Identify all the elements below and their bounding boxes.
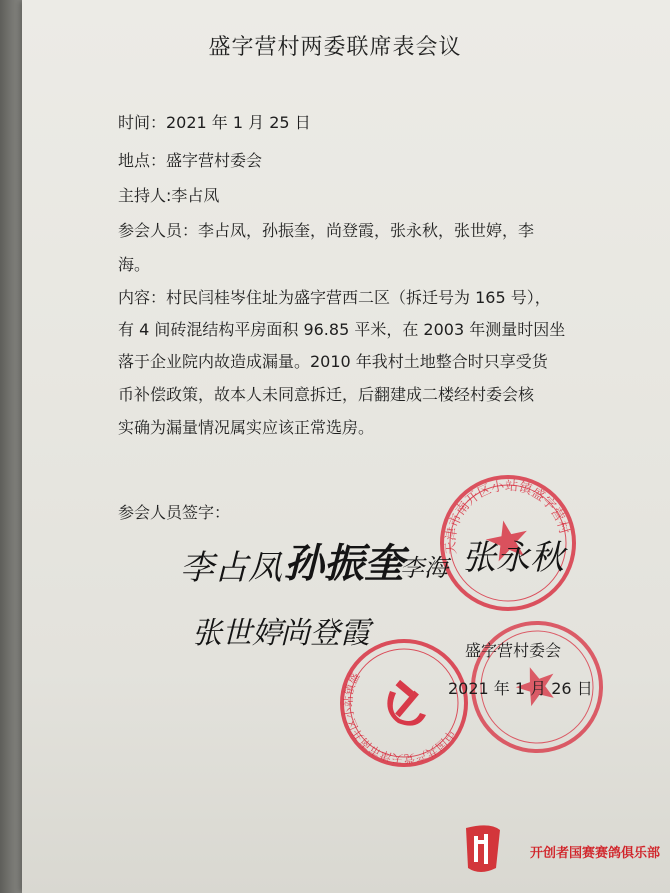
party-committee-stamp [334, 633, 474, 773]
meeting-time: 时间：2021 年 1 月 25 日 [118, 113, 311, 132]
content-line: 有 4 间砖混结构平房面积 96.85 平米，在 2003 年测量时因坐 [118, 320, 566, 339]
stamp-arc-text: 天津市南开区小站镇盛字营村 [443, 478, 572, 556]
signature: 李占凤 [180, 548, 282, 588]
sign-date: 2021 年 1 月 26 日 [448, 679, 593, 698]
page-shadow [0, 0, 22, 893]
content-line: 落于企业院内故造成漏量。2010 年我村土地整合时只享受货 [118, 352, 548, 371]
document-title: 盛字营村两委联席表会议 [208, 35, 462, 60]
signature: 尚登霞 [280, 616, 370, 651]
signature: 孙振奎 [284, 540, 404, 587]
signature-label: 参会人员签字： [118, 503, 231, 522]
attendees-line-2: 海。 [118, 255, 151, 274]
stamp-arc-text: 中国共产党天津市南开区小站镇盛字营村委员会 [341, 670, 458, 766]
content-line: 币补偿政策，故本人未同意拆迁，后翻建成二楼经村委会核 [118, 385, 535, 404]
content-line: 实确为漏量情况属实应该正常选房。 [118, 418, 375, 437]
content-line: 内容：村民闫桂岑住址为盛字营西二区（拆迁号为 165 号）， [118, 288, 551, 307]
org-name: 盛字营村委会 [465, 641, 562, 660]
attendees-line-1: 参会人员：李占凤，孙振奎，尚登霞，张永秋，张世婷，李 [118, 221, 535, 240]
signature: 李海 [400, 554, 448, 582]
signature: 张世婷 [192, 616, 282, 651]
meeting-host: 主持人:李占凤 [118, 186, 220, 205]
watermark-label: 开创者国赛赛鸽俱乐部 [530, 846, 661, 861]
hammer-sickle-icon [387, 680, 426, 726]
meeting-place: 地点：盛字营村委会 [118, 151, 263, 170]
signature: 张永秋 [462, 538, 564, 578]
